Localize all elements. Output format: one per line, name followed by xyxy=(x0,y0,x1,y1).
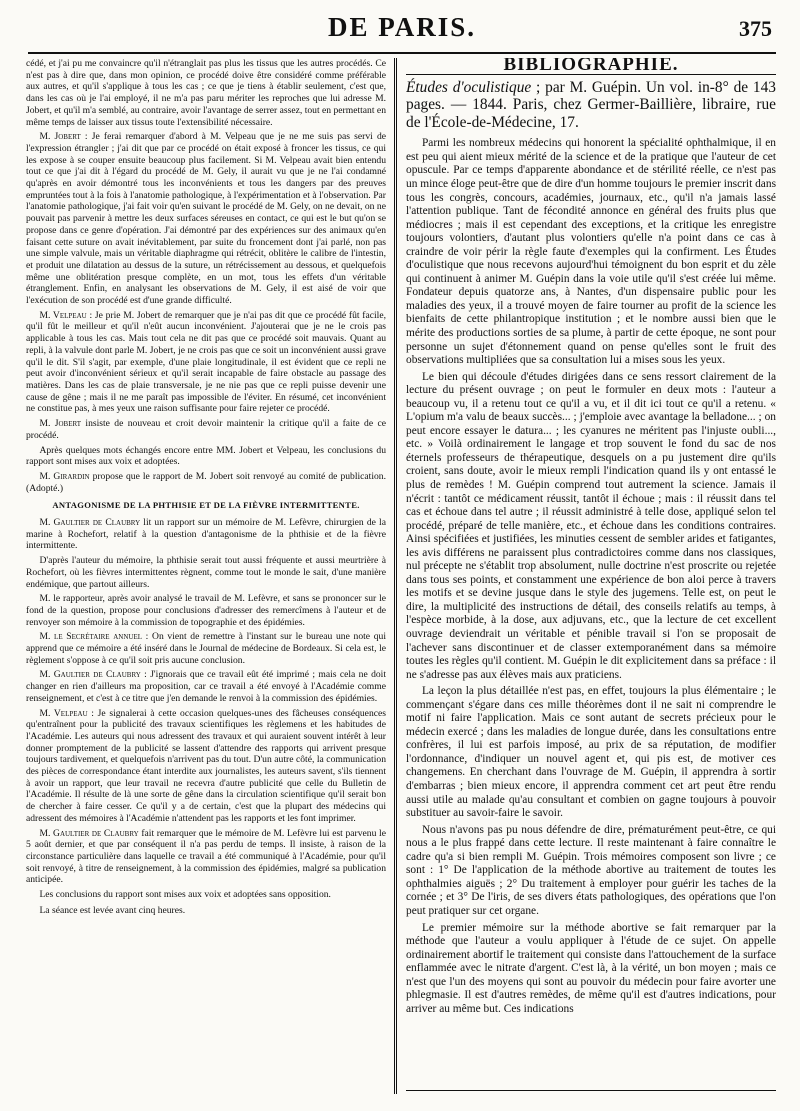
paragraph-text: Je prie M. Jobert de remarquer que je n'ai pas dit que ce procédé fût facile, qu'il fût le meilleur et qu'il n'eût aucun inconvénient. J'ajouterai que je ne le crois pas applicable à tous les cas. Mais tout cela ne dit pas que ce procédé soit mauvais. Quant au repli, à la valvule dont parle M. Jobert, je ne crois pas que ce soit un inconvénient aussi grave qu'il le dit. S'il s'agit, par exemple, d'une plaie longitudinale, il est évident que ce repli ne peut avoir d'inconvénient sérieux et qu'il serait incapable de faire obstacle au passage des matières. Dans les cas de plaie transversale, je ne nie pas que ce repli puisse devenir une cause de gêne ; mais il ne me paraît pas impossible de l'éviter. En résumé, cet inconvénient ne constitue pas, à mes yeux une raison suffisante pour faire rejeter ce procédé. xyxy=(26,309,386,415)
paragraph: Après quelques mots échangés encore entre MM. Jobert et Velpeau, les conclusions du rapport sont mises aux voix et adoptées. xyxy=(26,444,386,468)
bibliography-heading: BIBLIOGRAPHIE. xyxy=(406,58,776,75)
paragraph xyxy=(26,708,386,825)
speaker-name: M. Gaultier de Claubry : xyxy=(39,669,147,681)
speaker-name: M. Girardin xyxy=(39,470,90,482)
paragraph: Parmi les nombreux médecins qui honorent la spécialité ophthalmique, il en est peu qui aient mieux mérité de la science et de la pratique que l'auteur de cet opuscule. Par ce temps d'apparente abondance et de stérilité réelle, ce n'est pas un mince éloge peut-être que de dire d'un homme toujours le premier inscrit dans tous les congrès, concours, académies, journaux, etc., qu'il n'a jamais lassé l'attention publique. Tant de fécondité annonce en général des fruits plus que médiocres ; mais il est cependant des exceptions, et la critique les enregistre toujours volontiers, d'autant plus volontiers qu'elle n'a point dans ce cas à craindre de voir périr la règle faute d'exemples qui la confirment. Les Études d'oculistique que nous recevons aujourd'hui témoignent du bon esprit et du zèle qui continuent à animer M. Guépin dans la voie utile qu'il s'est créée lui même. Fondateur depuis quatorze ans, à Nantes, d'un dispensaire public pour les maladies des yeux, il a trouvé moyen de faire tourner au profit de la science les bienfaits de cette philantropique institution ; et le nombre aussi bien que le mérite des productions sorties de sa plume, à partir de cette époque, ne sont pour personne un sujet d'étonnement quand on pense qu'elles sont le fruit des observations multipliées que sa consultation lui a mises sous les yeux. xyxy=(406,137,776,367)
book-title: Études d'oculistique xyxy=(406,78,532,96)
speaker-name: M. Gaultier de Claubry xyxy=(39,517,141,529)
left-column xyxy=(26,58,386,1098)
speaker-name: M. Jobert xyxy=(39,418,82,430)
paragraph: D'après l'auteur du mémoire, la phthisie serait tout aussi fréquente et aussi meurtrière à Rochefort, où les fièvres intermittentes règnent, comme tout le monde le sait, d'une manière endémique, que partout ailleurs. xyxy=(26,555,386,590)
paragraph xyxy=(26,828,386,887)
paragraph-text: insiste de nouveau et croit devoir maintenir la critique qu'il a faite de ce procédé. xyxy=(26,418,386,441)
paragraph-text: J'ignorais que ce travail eût été imprimé ; mais cela ne doit changer en rien d'ailleurs ma proposition, car ce travail a été envoyé à l'Académie comme renseignement, et c'est à ce titre que j'en demande le renvoi à la commission des épidémies. xyxy=(26,669,386,704)
book-citation xyxy=(406,79,776,132)
paragraph-text: On vient de remettre à l'instant sur le bureau une note qui apprend que ce mémoire a été inséré dans le Journal de médecine de Bordeaux. Si cela est, le règlement s'oppose à ce qu'il soit pris aucune conclusion. xyxy=(26,631,386,666)
book-details: ; par M. Guépin. Un vol. in-8° de 143 pages. — 1844. Paris, chez Germer-Baillière, libraire, rue de l'École-de-Médecine, 17. xyxy=(406,78,776,131)
paragraph xyxy=(26,131,386,307)
speaker-name: M. Velpeau : xyxy=(39,707,94,719)
speaker-name: M. Gaultier de Claubry xyxy=(39,827,139,839)
paragraph: La leçon la plus détaillée n'est pas, en effet, toujours la plus élémentaire ; le commençant s'égare dans ces mille théorèmes dont il ne sait ni comprendre le motif ni faire l'application. Mais ce sont autant de secrets précieux pour le médecin exercé ; dans les maladies de longue durée, dans les consultations entre confrères, il lui est parfois imposé, au prix de sa réputation, de modifier l'ordonnance, d'indiquer un nouvel agent et, qui pis est, de motiver ces changemens. En cherchant dans l'ouvrage de M. Guépin, il apprendra à sortir d'embarras ; bien mieux encore, il apprendra comment cet art peut être rendu aussi utile au malade qu'au consultant et combien on gagne toujours à pouvoir substituer au savoir-faire le savoir. xyxy=(406,685,776,820)
speaker-name: M. Jobert : xyxy=(39,131,88,143)
paragraph: Le bien qui découle d'études dirigées dans ce sens ressort clairement de la lecture du présent ouvrage ; on peut le formuler en deux mots : l'auteur a beaucoup vu, il a retenu tout ce qu'il a vu, et il dit ici tout ce qu'il a retenu. « L'opium m'a valu de beaux succès... ; j'emploie avec avantage la belladone... ; on peut encore essayer le datura... ; les cyanures ne méritent pas l'injuste oubli..., etc. » Voilà ordinairement le langage et trop souvent le fond du sac de nos éternels professeurs de thérapeutique, desquels on a pu justement dire qu'ils croient, sans doute, avoir le mieux rempli l'indication quand ils y ont entassé le plus de remèdes ! M. Guépin comprend tout autrement la science. Jamais il n'écrit : tantôt ce médicament réussit, tantôt il échoue ; mais : il réussit dans tel cas et échoue dans tel autre ; il réussit administré à telle dose, appliqué selon tel procédé, préparé de telle manière, etc., et échoue dans les conditions contraires. Ainsi spécifiées et justifiées, les minuties cessent de sembler arides et fatigantes, les avis différens ne paraissent plus contradictoires comme dans nos classiques, nul précepte ne s'établit trop absolument, nulle doctrine n'est proscrite ou rejetée dans tous ses points, et constamment une expérience de bon aloi perce à travers les motifs et se devine jusque dans le style des jugemens. Telle est, on peut le dire, la multiplicité des instructions de détail, des conseils relatifs au temps, à l'espèce morbide, à la dose, aux adjuvans, etc., que la lecture de cet excellent ouvrage deviendrait un véritable et pénible travail si l'on se proposait de l'achever sans discontinuer et de classer extemporanément dans sa mémoire toutes les règles qu'il contient. M. Guépin le dit explicitement dans sa préface : il ne s'adresse pas aux élèves mais aux praticiens. xyxy=(406,370,776,681)
page-header xyxy=(28,8,776,54)
paragraph-text: fait remarquer que le mémoire de M. Lefèvre lui est parvenu le 5 août dernier, et que par conséquent il n'a pas perdu de temps. Il insiste, à raison de la circonstance particulière dans laquelle ce travail a été communiqué à l'Académie, pour qu'il soit renvoyé, à titre de renseignement, à la commission des épidémies, malgré sa publication anticipée. xyxy=(26,827,386,886)
paragraph xyxy=(26,631,386,666)
closing-line: La séance est levée avant cinq heures. xyxy=(39,904,186,916)
paragraph: Le premier mémoire sur la méthode abortive se fait remarquer par la méthode que l'auteur a voulu appliquer à l'étude de ce sujet. On appelle ordinairement abortif le traitement qui consiste dans l'attouchement de la surface enflammée avec le nitrate d'argent. C'est là, à la vérité, un bon moyen ; mais ce n'est que l'un des moyens qui sont au pouvoir du médecin pour faire avorter une phlegmasie. Il est d'autres remèdes, de même qu'il est d'autres indications, pour arriver au même but. Ces indications xyxy=(406,921,776,1015)
paragraph xyxy=(26,418,386,441)
paragraph: Nous n'avons pas pu nous défendre de dire, prématurément peut-être, ce qui nous a le plus frappé dans cette lecture. Il reste maintenant à faire connaître le cadre qu'a si bien rempli M. Guépin. Trois mémoires composent son livre ; ce sont : 1° De l'application de la méthode abortive au traitement de toutes les ophthalmies aiguës ; 2° Du traitement à employer pour guérir les taches de la cornée ; et 3° De l'iris, de ses divers états pathologiques, des opérations que l'on peut pratiquer sur cet organe. xyxy=(406,823,776,917)
paragraph-text: propose que le rapport de M. Jobert soit renvoyé au comité de publication. (Adopté.) xyxy=(26,470,386,494)
speaker-name: M. Velpeau : xyxy=(39,309,93,321)
paragraph xyxy=(26,471,386,494)
paragraph: M. le rapporteur, après avoir analysé le travail de M. Lefèvre, et sans se prononcer sur le fond de la question, propose pour conclusions d'adresser des remercîmens à l'auteur et de renvoyer son mémoire à la commission de topographie et des épidémies. xyxy=(26,593,386,628)
paragraph xyxy=(26,517,386,552)
paragraph xyxy=(26,669,386,704)
bottom-rule xyxy=(406,1090,776,1091)
paragraph-text: Je signalerai à cette occasion quelques-unes des fâcheuses conséquences qu'entraînent pour la publicité des travaux scientifiques les règlemens et les habitudes de l'Académie. Les auteurs qui nous adressent des travaux et qui auraient souvent intérêt à leur donner promptement de la publicité se lassent d'attendre des rapports qui arrivent presque toujours tardivement, et quelquefois n'arrivent pas du tout. D'un autre côté, la communication des pièces de correspondance étant interdite aux journalistes, les auteurs savent, s'ils tiennent à avoir un rapport, que leur travail ne recevra d'autre publicité que celle du Bulletin de l'Académie. Il résulte de là une sorte de gêne dans la circulation scientifique qu'il serait bon de chercher à faire cesser. Ce qu'il y a de certain, c'est que la plupart des médecins qui adressent des mémoires à l'Académie n'attendent pas les rapports et les font imprimer. xyxy=(26,707,386,824)
paragraph xyxy=(26,310,386,415)
paragraph: Les conclusions du rapport sont mises aux voix et adoptées sans opposition. xyxy=(39,889,331,901)
column-divider xyxy=(394,58,397,1094)
speaker-name: M. le Secrétaire annuel : xyxy=(39,631,149,643)
section-heading: ANTAGONISME DE LA PHTHISIE ET DE LA FIÈVRE INTERMITTENTE. xyxy=(52,500,360,511)
paragraph-text: lit un rapport sur un mémoire de M. Lefèvre, chirurgien de la marine à Rochefort, relatif à la question d'antagonisme de la phthisie et de la fièvre intermittente. xyxy=(26,517,386,552)
right-column xyxy=(406,58,776,1098)
paragraph: cédé, et j'ai pu me convaincre qu'il n'étranglait pas plus les tissus que les autres procédés. Ce n'est pas à dire que, dans mon opinion, ce procédé doive être considéré comme préférable aux autres, et qu'il s'applique à tous les cas ; ce que je tiens à établir seulement, c'est que, dans les cas où je l'ai employé, il ne m'a pas paru mériter les reproches que lui adresse M. Jobert, et qu'il m'a semblé, au contraire, avoir l'avantage de serrer assez, tout en permettant en même temps de laisser aux tissus toute l'extensibilité nécessaire. xyxy=(26,58,386,128)
paragraph-text: Je ferai remarquer d'abord à M. Velpeau que je ne me suis pas servi de l'expression étrangler ; j'ai dit que par ce procédé on était exposé à froncer les tissus, ce qui les expose à se couper ensuite beaucoup plus facilement. Si M. Velpeau avait bien entendu tout ce que j'ai dit à l'égard du procédé de M. Gely, il aurait vu que je ne l'ai condamné qu'après en avoir démontré tous les inconvénients et tous les dangers par des preuves empruntées tout à la fois à l'anatomie pathologique, à l'expérimentation et à l'observation. Par l'anatomie pathologique, j'ai fait voir qu'en suivant le procédé de M. Gely, on ne devait, on ne pouvait pas parvenir à mettre les deux surfaces séreuses en contact, ce qui est le but qu'on se propose dans ce genre d'opération. J'ai démontré par des expériences sur des animaux qu'en faisant cette suture on avait inévitablement, par suite du froncement dont j'ai parlé, non pas une simple valvule, mais un véritable diaphragme qui rétrécit, oblitère le calibre de l'intestin, et produit une dilatation au dessus de la suture, un rétrécissement au dessous, et quelquefois même une oblitération presque complète, en un mot, tous les effets d'un véritable étranglement. Enfin, en analysant les observations de M. Gely, il est aisé de voir que l'exécution de son procédé est d'une grande difficulté. xyxy=(26,131,386,307)
page-number: 375 xyxy=(739,16,772,41)
running-title: DE PARIS. xyxy=(327,12,477,42)
